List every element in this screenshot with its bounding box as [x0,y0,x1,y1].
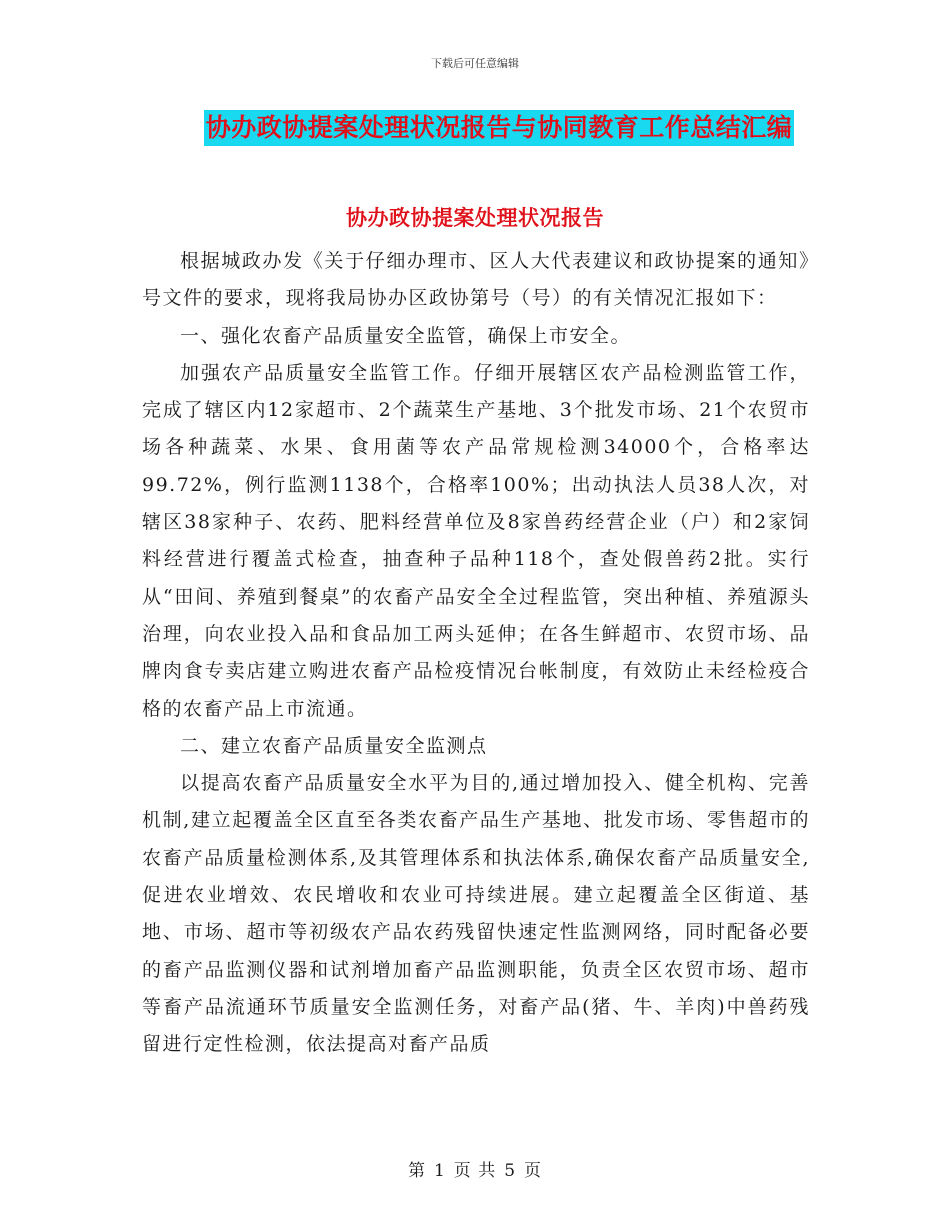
paragraph-body-2: 以提高农畜产品质量安全水平为目的,通过增加投入、健全机构、完善机制,建立起覆盖全区直至各类农畜产品生产基地、批发市场、零售超市的农畜产品质量检测体系,及其管理体系和执法体系,确保农畜产品质量安全,促进农业增效、农民增收和农业可持续进展。建立起覆盖全区街道、基地、市场、超市等初级农产品农药残留快速定性监测网络，同时配备必要的畜产品监测仪器和试剂增加畜产品监测职能，负责全区农贸市场、超市等畜产品流通环节质量安全监测任务，对畜产品(猪、牛、羊肉)中兽药残留进行定性检测，依法提高对畜产品质 [142,772,810,1056]
total-pages: 5 [504,1161,517,1181]
main-title-container [0,110,950,146]
paragraph-heading-2: 二、建立农畜产品质量安全监测点 [180,734,488,757]
footer-suffix: 页 [524,1161,543,1181]
header-note: 下载后可任意编辑 [431,57,519,70]
main-title: 协办政协提案处理状况报告与协同教育工作总结汇编 [204,110,795,146]
section-title: 协办政协提案处理状况报告 [346,205,604,230]
paragraph-heading-1: 一、强化农畜产品质量安全监管，确保上市安全。 [180,324,632,347]
paragraph-body-1: 加强农产品质量安全监管工作。仔细开展辖区农产品检测监管工作，完成了辖区内12家超市、2个蔬菜生产基地、3个批发市场、21个农贸市场各种蔬菜、水果、食用菌等农产品常规检测34000个，合格率达99.72%，例行监测1138个，合格率100%；出动执法人员38人次，对辖区38家种子、农药、肥料经营单位及8家兽药经营企业（户）和2家饲料经营进行覆盖式检查，抽查种子品种118个，查处假兽药2批。实行从“田间、养殖到餐桌”的农畜产品安全全过程监管，突出种植、养殖源头治理，向农业投入品和食品加工两头延伸；在各生鲜超市、农贸市场、品牌肉食专卖店建立购进农畜产品检疫情况台帐制度，有效防止未经检疫合格的农畜产品上市流通。 [142,361,810,720]
page-number: 1 [433,1161,446,1181]
page-footer [0,1156,950,1181]
footer-mid: 页 共 [453,1161,497,1181]
footer-prefix: 第 [407,1161,426,1181]
document-body [142,243,810,1064]
paragraph-intro: 根据城政办发《关于仔细办理市、区人大代表建议和政协提案的通知》号文件的要求，现将我局协办区政协第号（号）的有关情况汇报如下： [142,250,810,310]
